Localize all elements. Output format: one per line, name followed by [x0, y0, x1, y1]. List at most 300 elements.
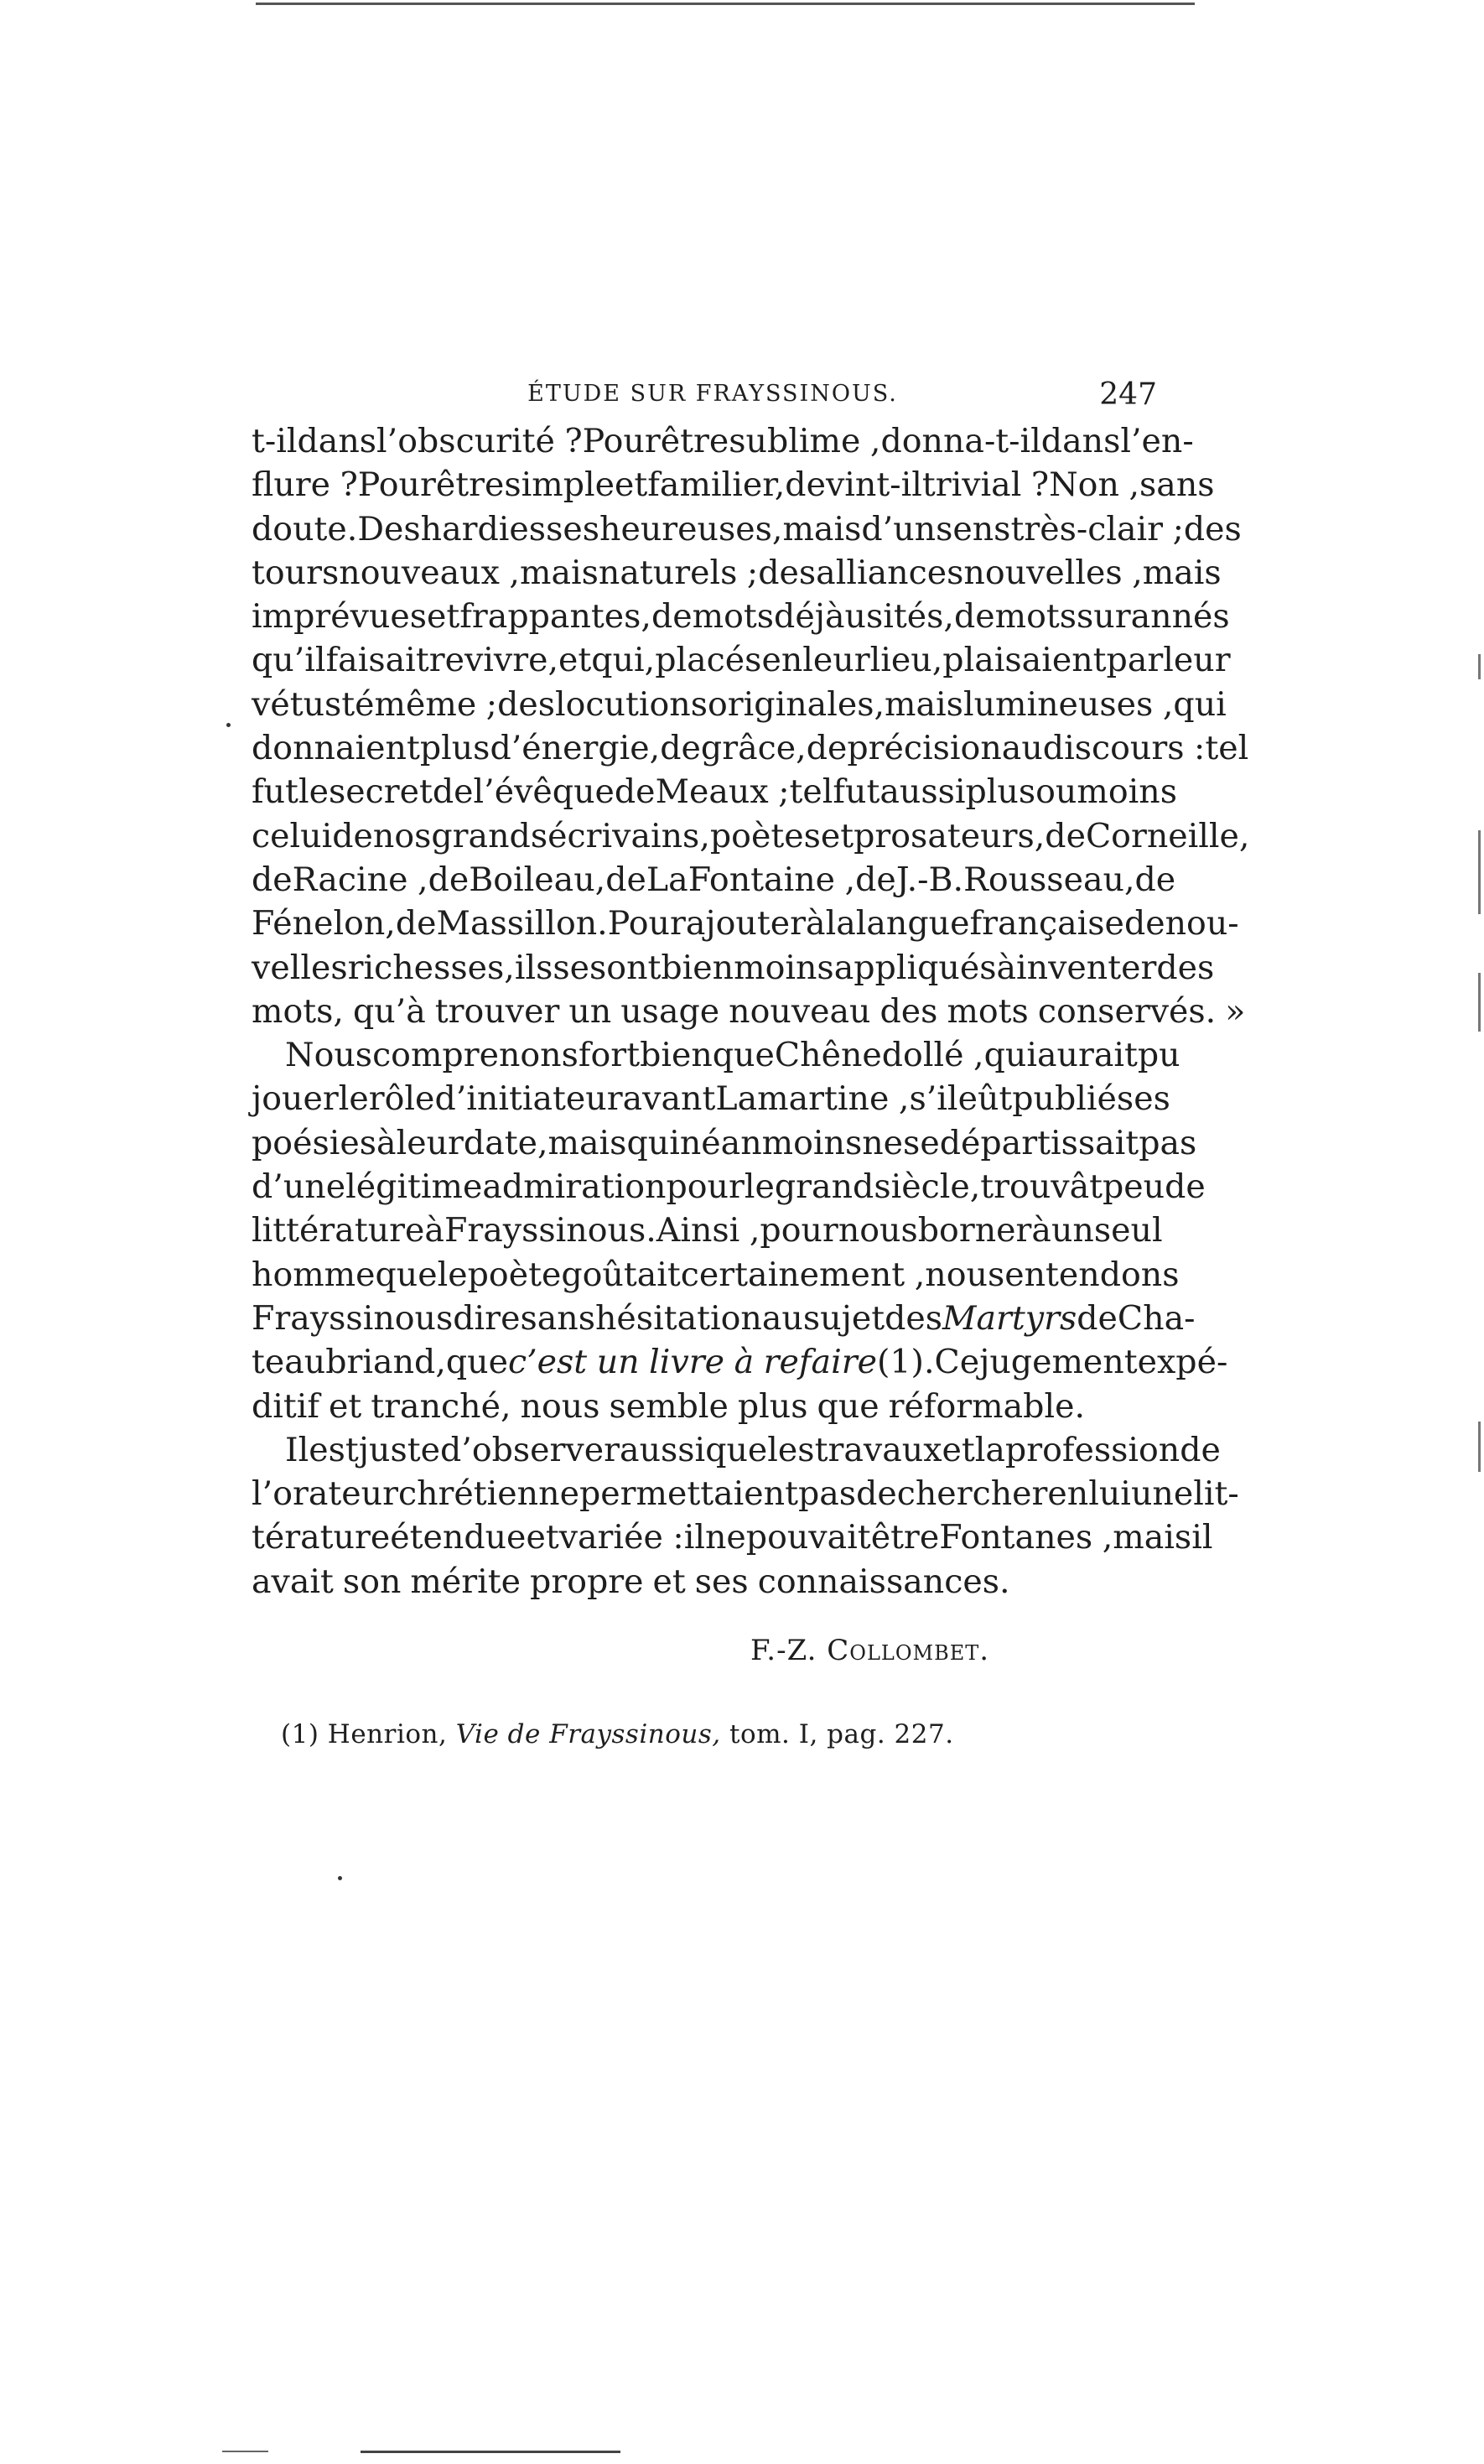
word: pu: [1137, 1036, 1180, 1075]
word: mais: [1113, 1518, 1192, 1557]
word: nouveaux ,: [339, 553, 520, 592]
word: ses: [1116, 1079, 1170, 1119]
running-title: ÉTUDE SUR FRAYSSINOUS.: [527, 381, 898, 407]
word: chercher: [896, 1474, 1048, 1514]
word: Lamartine ,: [715, 1079, 910, 1119]
word: mais: [885, 684, 963, 724]
author-signature: [750, 1634, 989, 1667]
word: de: [855, 860, 896, 899]
word: Non ,: [1049, 465, 1140, 505]
word: déjà: [774, 597, 845, 637]
word: frappantes,: [459, 597, 651, 637]
word: plus: [419, 729, 490, 768]
word: Fontanes ,: [939, 1518, 1113, 1557]
word: mais: [547, 1123, 627, 1162]
word: prosateurs,: [854, 816, 1046, 855]
word: moins: [734, 948, 834, 987]
word: et: [820, 816, 854, 855]
word: Pour: [607, 904, 686, 943]
text-line: [252, 902, 1239, 945]
word: ses: [694, 1562, 749, 1601]
word: le: [298, 772, 329, 812]
word: richesses,: [347, 948, 515, 987]
word: Frayssinous.: [444, 1211, 656, 1250]
word: dans: [297, 422, 377, 460]
word: de: [953, 597, 995, 637]
word: goûtait: [561, 1255, 681, 1294]
text-line: [252, 551, 1222, 595]
word: J.-B.: [895, 860, 964, 899]
word: avant: [622, 1079, 716, 1119]
scan-edge-bottom-fragment: [222, 2451, 268, 2452]
word: bien: [640, 1036, 713, 1075]
word: qu’à: [352, 991, 426, 1031]
word: d’un: [861, 509, 937, 548]
paragraph-chenedolle: [252, 1033, 1228, 1428]
text-line: [252, 770, 1177, 814]
word: être: [870, 1518, 940, 1557]
word: donnaient: [252, 729, 420, 768]
word: la: [974, 1430, 1005, 1469]
word: leur: [1163, 641, 1231, 680]
word: étendue: [390, 1518, 527, 1557]
word: le: [744, 1167, 775, 1207]
word: flure ?: [252, 465, 358, 505]
word: fut: [833, 772, 880, 812]
word: même ;: [374, 684, 498, 724]
word: ne: [704, 1518, 746, 1557]
word: d’initiateur: [434, 1079, 623, 1119]
word: s’il: [909, 1079, 958, 1119]
word: que: [817, 1386, 880, 1426]
word: ne: [862, 1123, 904, 1162]
word: est: [309, 1430, 359, 1469]
word: familier,: [647, 465, 786, 505]
word: précision: [847, 729, 1002, 768]
word: par: [1106, 641, 1164, 680]
word: trivial ?: [921, 465, 1050, 505]
word: aurait: [1036, 1036, 1138, 1075]
word: au: [1001, 729, 1043, 768]
word: térature: [252, 1518, 391, 1557]
word: propre: [530, 1562, 644, 1601]
word: écrivains,: [547, 816, 710, 855]
word: mais: [782, 509, 862, 548]
word: de: [605, 860, 646, 899]
word: et: [427, 597, 460, 637]
paragraph-orateur: [252, 1428, 1239, 1604]
text-line: [252, 1297, 1196, 1340]
footnote-marker: (1): [281, 1719, 319, 1749]
word: à: [806, 904, 826, 943]
word: à: [376, 1123, 397, 1162]
word: mots: [994, 597, 1077, 637]
scan-margin-mark: [1478, 1422, 1481, 1472]
word: nous: [838, 1211, 918, 1250]
word: de: [395, 904, 437, 943]
word: grâce,: [700, 729, 807, 768]
word: surannés: [1077, 597, 1230, 637]
word: mais: [1142, 553, 1222, 592]
word: et: [558, 641, 592, 680]
word: plus: [737, 1386, 808, 1426]
word: qu’il: [252, 641, 326, 680]
word: t-il: [252, 422, 298, 460]
word: simple: [504, 465, 615, 505]
word: Cha-: [1117, 1298, 1196, 1338]
text-line: [252, 1165, 1206, 1209]
word: pour: [760, 1211, 838, 1250]
word: dans: [1040, 422, 1121, 460]
word: poètes: [709, 816, 821, 855]
word: locutions: [555, 684, 708, 724]
text-line: [252, 1209, 1163, 1252]
word: dire: [453, 1298, 521, 1338]
word: Chênedollé ,: [774, 1036, 984, 1075]
text-line: [252, 1253, 1180, 1297]
word: de: [332, 816, 373, 855]
word: se: [553, 948, 590, 987]
word: Boileau,: [469, 860, 606, 899]
text-line: [252, 990, 1246, 1033]
word: expé-: [1137, 1343, 1228, 1382]
word: départissait: [939, 1123, 1139, 1162]
word: Ainsi ,: [656, 1211, 760, 1250]
word: nos: [372, 816, 432, 855]
word: nouvelles ,: [963, 553, 1143, 592]
word: lit-: [1193, 1474, 1239, 1514]
word: c’est un livre à refaire: [507, 1343, 877, 1382]
word: que: [375, 1255, 438, 1294]
word: ils: [514, 948, 553, 987]
word: plus: [965, 772, 1036, 812]
word: connaissances.: [757, 1562, 1010, 1601]
word: donna-t-il: [880, 422, 1041, 460]
word: Frayssinous: [252, 1298, 454, 1338]
word: originales,: [707, 684, 885, 724]
word: Ce: [934, 1343, 980, 1382]
word: inventer: [1016, 948, 1157, 987]
word: Pour: [357, 465, 436, 505]
word: à: [1031, 1211, 1051, 1250]
word: Fontaine ,: [688, 860, 856, 899]
word: placés: [655, 641, 762, 680]
word: hardiesses: [420, 509, 599, 548]
word: il: [683, 1518, 705, 1557]
word: Des: [357, 509, 421, 548]
word: mots: [692, 597, 775, 637]
word: trouvât: [980, 1167, 1103, 1207]
word: nouveau: [729, 991, 871, 1031]
word: de: [1077, 1298, 1118, 1338]
text-line: [252, 419, 1194, 463]
word: Racine ,: [292, 860, 428, 899]
scan-edge-bottom: [361, 2451, 620, 2453]
word: de: [614, 772, 656, 812]
scan-margin-mark: [1478, 830, 1481, 914]
word: pour: [666, 1167, 745, 1207]
word: mots,: [252, 991, 344, 1031]
word: un: [568, 991, 612, 1031]
scan-edge-top: [256, 3, 1195, 5]
word: de: [432, 772, 474, 812]
word: ou: [1035, 772, 1077, 812]
word: de: [428, 860, 470, 899]
word: imprévues: [252, 597, 428, 637]
running-header: [252, 377, 1157, 416]
word: grand: [774, 1167, 874, 1207]
word: sublime ,: [729, 422, 881, 460]
word: en: [761, 641, 803, 680]
word: d’observer: [440, 1430, 620, 1469]
word: mérite: [410, 1562, 521, 1601]
word: et: [526, 1518, 559, 1557]
word: mais: [519, 553, 599, 592]
word: plaisaient: [942, 641, 1107, 680]
word: d’une: [252, 1167, 346, 1207]
word: Meaux ;: [655, 772, 790, 812]
word: Rousseau,: [963, 860, 1135, 899]
word: lieu,: [869, 641, 943, 680]
word: poète: [467, 1255, 562, 1294]
word: un: [1051, 1211, 1094, 1250]
word: nou-: [1165, 904, 1239, 943]
page-number: 247: [1099, 377, 1157, 412]
word: de: [806, 729, 848, 768]
text-line: [252, 638, 1231, 682]
scan-margin-mark: [1478, 654, 1481, 679]
word: variée :: [558, 1518, 684, 1557]
word: à: [424, 1211, 444, 1250]
word: de: [1180, 1430, 1221, 1469]
word: qui: [983, 1036, 1037, 1075]
word: des: [880, 991, 938, 1031]
text-line: [252, 463, 1215, 507]
word: et: [942, 1430, 975, 1469]
word: alliances: [816, 553, 964, 592]
word: de: [651, 597, 693, 637]
word: peu: [1103, 1167, 1165, 1207]
text-line: [252, 1033, 1180, 1077]
text-line: [252, 1385, 1157, 1428]
signature-name: Collombet.: [827, 1634, 990, 1667]
word: être: [660, 422, 729, 460]
word: devint-il: [785, 465, 922, 505]
word: Fénelon,: [252, 904, 396, 943]
word: permettaient: [579, 1474, 798, 1514]
paragraph-quote-end: [252, 419, 1250, 1033]
word: des: [497, 684, 555, 724]
word: travaux: [814, 1430, 942, 1469]
word: lumineuses ,: [963, 684, 1174, 724]
footnote-author: Henrion,: [327, 1719, 448, 1749]
word: nous: [520, 1386, 600, 1426]
word: de: [660, 729, 701, 768]
text-line: [252, 507, 1242, 551]
footnote-work-title: Vie de Frayssinous,: [455, 1719, 721, 1749]
word: nous: [925, 1255, 1005, 1294]
word: poésies: [252, 1123, 376, 1162]
word: juste: [358, 1430, 440, 1469]
word: rôle: [368, 1079, 435, 1119]
word: heureuses,: [599, 509, 783, 548]
ink-speck: [226, 723, 231, 727]
word: tours: [252, 553, 340, 592]
word: Corneille,: [1085, 816, 1250, 855]
word: il: [1191, 1518, 1213, 1557]
word: leur: [396, 1123, 464, 1162]
word: réformable.: [888, 1386, 1086, 1426]
word: pas: [1139, 1123, 1197, 1162]
word: (1).: [877, 1343, 935, 1382]
word: ditif: [252, 1386, 320, 1426]
word: très-clair ;: [1010, 509, 1184, 548]
word: naturels ;: [598, 553, 759, 592]
word: au: [761, 1298, 803, 1338]
word: date,: [463, 1123, 548, 1162]
word: et: [329, 1386, 362, 1426]
word: moins: [1077, 772, 1177, 812]
word: certainement ,: [680, 1255, 926, 1294]
word: qui,: [591, 641, 656, 680]
word: Il: [285, 1430, 309, 1469]
word: et: [615, 465, 648, 505]
text-line: [252, 1077, 1170, 1120]
word: publié: [1012, 1079, 1117, 1119]
word: secret: [328, 772, 433, 812]
word: sujet: [802, 1298, 885, 1338]
word: langue: [855, 904, 970, 943]
word: sens: [936, 509, 1011, 548]
word: de: [1165, 1167, 1206, 1207]
word: profession: [1004, 1430, 1180, 1469]
word: borner: [917, 1211, 1032, 1250]
word: légitime: [345, 1167, 483, 1207]
text-line: [252, 1515, 1213, 1559]
word: usage: [620, 991, 720, 1031]
word: fort: [578, 1036, 641, 1075]
word: homme: [252, 1255, 376, 1294]
text-line: [252, 1560, 1157, 1604]
word: les: [767, 1430, 815, 1469]
body-text: [252, 419, 1250, 1604]
word: appliqués: [833, 948, 997, 987]
word: discours :: [1042, 729, 1206, 768]
word: Martyrs: [942, 1298, 1077, 1338]
text-line: [252, 1472, 1239, 1515]
word: sans: [1139, 465, 1215, 505]
word: semble: [609, 1386, 729, 1426]
word: que: [712, 1036, 775, 1075]
text-line: [252, 858, 1176, 902]
word: en: [1047, 1474, 1089, 1514]
word: l’évêque: [473, 772, 615, 812]
word: le: [437, 1255, 468, 1294]
word: teaubriand,: [252, 1343, 446, 1382]
word: trouver: [434, 991, 560, 1031]
word: des: [1156, 948, 1215, 987]
text-line: [252, 1340, 1228, 1384]
word: de: [1123, 904, 1165, 943]
word: ne: [538, 1474, 579, 1514]
word: pas: [797, 1474, 857, 1514]
word: chrétien: [397, 1474, 539, 1514]
word: hésitation: [594, 1298, 762, 1338]
word: fut: [252, 772, 298, 812]
text-line: [252, 595, 1230, 638]
word: tel: [1205, 729, 1249, 768]
word: seul: [1093, 1211, 1163, 1250]
word: jouer: [252, 1079, 339, 1119]
word: son: [342, 1562, 402, 1601]
word: La: [646, 860, 688, 899]
word: d’énergie,: [490, 729, 661, 768]
text-line: [252, 1428, 1221, 1472]
word: siècle,: [874, 1167, 981, 1207]
word: usités,: [844, 597, 954, 637]
word: tel: [789, 772, 833, 812]
text-line: [252, 814, 1250, 858]
word: la: [825, 904, 856, 943]
word: et: [652, 1562, 686, 1601]
word: des: [1183, 509, 1242, 548]
word: admiration: [482, 1167, 667, 1207]
word: que: [445, 1343, 508, 1382]
word: doute.: [252, 509, 358, 548]
word: sont: [589, 948, 662, 987]
word: des: [758, 553, 817, 592]
footnote-reference: tom. I, pag. 227.: [729, 1719, 954, 1749]
text-line: [252, 726, 1249, 770]
word: comprenons: [372, 1036, 579, 1075]
word: à: [996, 948, 1017, 987]
word: une: [1130, 1474, 1194, 1514]
word: aussi: [880, 772, 966, 812]
word: l’obscurité ?: [376, 422, 583, 460]
word: française: [969, 904, 1124, 943]
word: Massillon.: [436, 904, 608, 943]
word: ajouter: [685, 904, 806, 943]
signature-initials: F.-Z.: [750, 1634, 817, 1667]
word: tranché,: [371, 1386, 511, 1426]
word: leur: [802, 641, 870, 680]
word: de: [1045, 816, 1086, 855]
word: de: [252, 860, 293, 899]
word: celui: [252, 816, 333, 855]
word: l’en-: [1120, 422, 1194, 460]
ink-speck: [338, 1876, 342, 1880]
word: grands: [431, 816, 548, 855]
word: de: [856, 1474, 897, 1514]
word: bien: [661, 948, 734, 987]
word: le: [338, 1079, 369, 1119]
word: entendons: [1004, 1255, 1180, 1294]
word: littérature: [252, 1211, 425, 1250]
word: l’orateur: [252, 1474, 398, 1514]
word: vétusté: [252, 684, 375, 724]
word: Nous: [285, 1036, 373, 1075]
word: jugement: [979, 1343, 1138, 1382]
word: faisait: [325, 641, 429, 680]
word: de: [1134, 860, 1176, 899]
word: des: [885, 1298, 943, 1338]
word: sans: [520, 1298, 595, 1338]
word: néanmoins: [679, 1123, 863, 1162]
word: aussi: [620, 1430, 706, 1469]
text-line: [252, 683, 1227, 726]
word: pouvait: [745, 1518, 871, 1557]
word: conservés.: [1037, 991, 1217, 1031]
